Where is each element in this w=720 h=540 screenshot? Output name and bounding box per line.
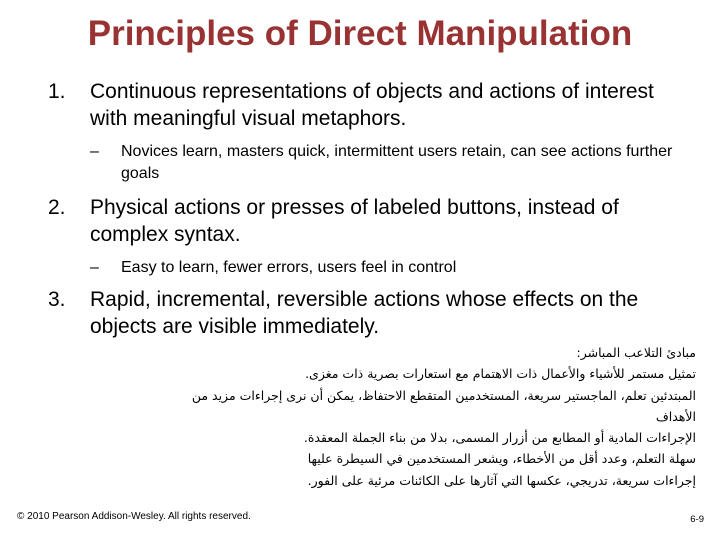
point-3 [48,286,688,341]
slide-title: Principles of Direct Manipulation [87,14,633,53]
arabic-translation [96,342,696,491]
point-number: 2. [48,196,66,219]
sub-point-1 [90,141,690,184]
sub-point-text: Easy to learn, fewer errors, users feel in control [121,259,457,276]
dash-bullet: – [90,143,99,160]
arabic-line: مبادئ التلاعب المباشر: [576,345,696,360]
point-2 [48,194,688,249]
point-1 [48,78,688,133]
point-text: Physical actions or presses of labeled buttons, instead of complex syntax. [90,196,619,247]
sub-point-2 [90,257,690,279]
arabic-line: تمثيل مستمر للأشياء والأعمال ذات الاهتمام مع استعارات بصرية ذات مغزى. [305,366,696,382]
point-text: Continuous representations of objects and actions of interest with meaningful visual metaphors. [90,80,654,131]
page-number: 6-9 [690,514,704,525]
arabic-line: الإجراءات المادية أو المطابع من أزرار المسمى، بدلا من بناء الجملة المعقدة. [303,430,696,445]
arabic-line: المبتدئين تعلم، الماجستير سريعة، المستخدمين المتقطع الاحتفاظ، يمكن أن نرى إجراءات مزيد من [191,387,696,403]
point-number: 1. [48,80,66,103]
point-text: Rapid, incremental, reversible actions whose effects on the objects are visible immediately. [90,288,639,339]
arabic-line: إجراءات سريعة، تدريجي، عكسها التي آثارها على الكائنات مرئية على الفور. [307,472,696,488]
copyright-footer: © 2010 Pearson Addison-Wesley. All rights reserved. [17,511,251,522]
arabic-line: الأهداف [655,408,696,424]
sub-point-text: Novices learn, masters quick, intermittent users retain, can see actions further goals [121,143,673,182]
point-number: 3. [48,288,66,311]
arabic-line: سهلة التعلم، وعدد أقل من الأخطاء، ويشعر المستخدمين في السيطرة عليها [307,451,696,467]
dash-bullet: – [90,259,99,276]
